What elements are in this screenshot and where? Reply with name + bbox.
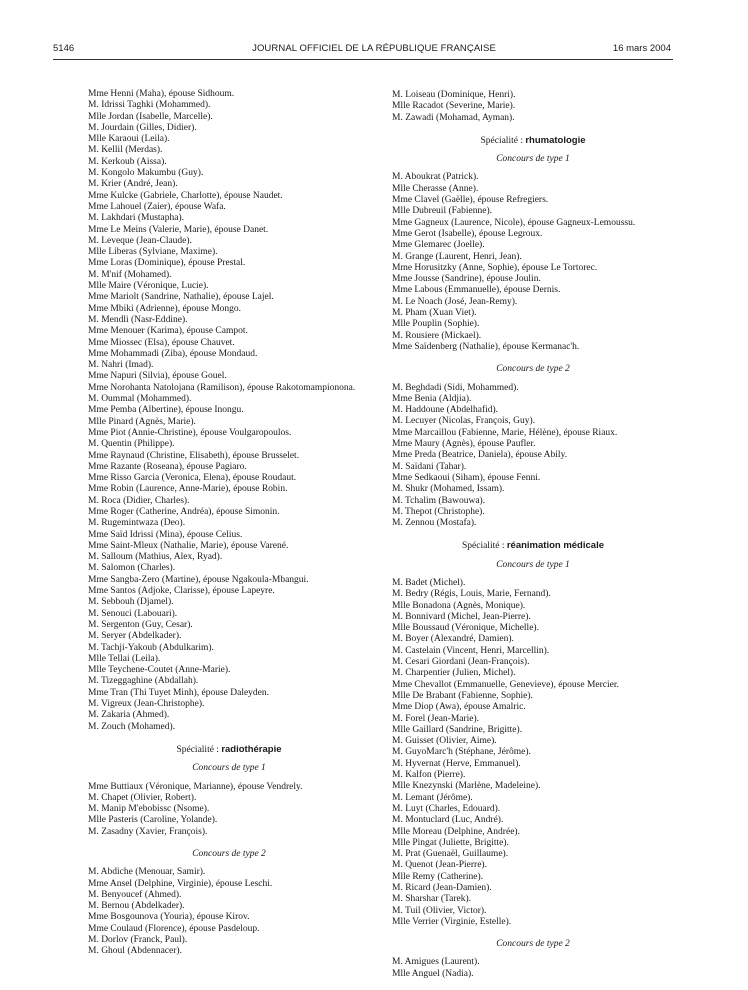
name-entry: M. M'nif (Mohamed). [88,269,172,280]
name-entry: Mme Buttiaux (Véronique, Marianne), épouse Vendrely. [88,781,303,792]
name-list [392,383,674,530]
name-entry: M. Kellil (Merdas). [88,145,163,156]
name-entry: Mme Risso Garcia (Veronica, Elena), épouse Roudaut. [88,473,297,484]
name-entry: Mme Saïdenberg (Nathalie), épouse Kermanac'h. [392,341,580,352]
right-column [392,90,674,980]
specialty-name: radiothérapie [221,743,282,755]
name-entry: M. Haddoune (Abdelhafid). [392,405,499,416]
name-entry: Mlle Pouplin (Sophie). [392,319,480,330]
name-entry: Mlle Cherasse (Anne). [392,183,479,194]
name-entry: Mme Tran (Thi Tuyet Minh), épouse Daleyden. [88,687,270,698]
name-entry: Mme Robin (Laurence, Anne-Marie), épouse Robin. [88,484,288,495]
name-entry: M. Kalfon (Pierre). [392,770,466,781]
name-entry: Mme Napuri (Silvia), épouse Gouel. [88,371,227,382]
page-header [0,42,748,56]
name-entry: M. Tachji-Yakoub (Abdulkarim). [88,642,214,653]
name-entry: M. Seryer (Abdelkader). [88,631,182,642]
name-entry: Mme Lahouel (Zaier), épouse Wafa. [88,201,226,212]
name-entry: M. Shukr (Mohamed, Issam). [392,484,505,495]
name-entry: Mlle Pingat (Juliette, Brigitte). [392,837,509,848]
name-entry: Mme Miossec (Elsa), épouse Chauvet. [88,337,235,348]
specialty-name: réanimation médicale [506,540,604,552]
specialty-heading [88,744,370,756]
concours-heading: Concours de type 2 [496,364,570,375]
name-entry: M. Le Noach (José, Jean-Remy). [392,296,518,307]
name-entry: M. Leveque (Jean-Claude). [88,235,192,246]
specialty-label: Spécialité : [176,744,219,755]
name-entry: Mlle Remy (Catherine). [392,871,484,882]
name-entry: M. Tchalim (Bawouwa). [392,495,486,506]
name-entry: M. Ricard (Jean-Damien). [392,883,492,893]
name-entry: M. Dorlov (Franck, Paul). [88,935,188,946]
name-entry: M. Hyvernat (Herve, Emmanuel). [392,758,521,769]
name-entry: Mme Maury (Agnès), épouse Paufler. [392,439,536,450]
name-entry: Mme Roger (Catherine, Andréa), épouse Simonin. [88,506,280,517]
name-list [392,90,674,124]
name-entry: M. Salomon (Charles). [88,563,176,574]
name-list [88,89,370,733]
name-entry: Mme Horusitzky (Anne, Sophie), épouse Le Tortorec. [392,262,598,273]
name-list [392,957,674,980]
name-entry: M. Nahri (Imad). [88,360,154,371]
name-entry: Mme Loras (Dominique), épouse Prestal. [88,258,246,269]
name-entry: Mme Mbiki (Adrienne), épouse Mongo. [88,303,242,314]
name-entry: M. Zakaria (Ahmed). [88,710,170,721]
name-entry: M. Lecuyer (Nicolas, François, Guy). [392,416,535,427]
name-entry: Mme Glemarec (Joelle). [392,240,485,251]
name-entry: M. Grange (Laurent, Henri, Jean). [392,251,522,262]
name-entry: Mme Preda (Beatrice, Daniela), épouse Abily. [392,450,568,461]
name-entry: Mlle Jordan (Isabelle, Marcelle). [88,111,213,122]
journal-title: JOURNAL OFFICIEL DE LA RÉPUBLIQUE FRANÇAISE [252,43,496,54]
name-entry: M. Mendli (Nasr-Eddine). [88,314,188,325]
name-entry: Mlle Pinard (Agnès, Marie). [88,416,196,427]
name-entry: M. Lakhdari (Mustapha). [88,213,185,224]
name-entry: M. Beghdadi (Sidi, Mohammed). [392,382,519,393]
name-entry: Mlle Verrier (Virginie, Estelle). [392,916,512,927]
name-entry: Mme Mariolt (Sandrine, Nathalie), épouse Lajel. [88,292,274,303]
name-entry: M. Sergenton (Guy, Cesar). [88,619,193,630]
concours-heading: Concours de type 2 [496,939,570,950]
name-list [88,867,370,957]
name-entry: Mlle Racadot (Severine, Marie). [392,101,516,112]
name-entry: M. Prat (Guenaël, Guillaume). [392,849,509,860]
name-entry: Mlle Dubreuil (Fabienne). [392,206,492,217]
name-entry: M. Sharshar (Tarek). [392,894,472,905]
name-entry: M. Zennou (Mostafa). [392,518,477,529]
name-entry: M. Quentin (Philippe). [88,439,175,450]
name-entry: M. Bedry (Régis, Louis, Marie, Fernand). [392,589,551,600]
name-entry: Mlle Teychene-Coutet (Anne-Marie). [88,665,231,676]
name-entry: Mme Ansel (Delphine, Virginie), épouse Leschi. [88,878,273,889]
name-entry: Mme Mohammadi (Ziba), épouse Mondaud. [88,348,258,359]
specialty-heading [392,540,674,552]
name-entry: Mme Piot (Annie-Christine), épouse Voulgaropoulos. [88,427,292,438]
name-entry: Mlle Liberas (Sylviane, Maxime). [88,247,218,258]
name-entry: M. Bernou (Abdelkader). [88,901,185,912]
name-entry: Mlle Bonadona (Agnès, Monique). [392,600,526,611]
name-entry: M. Kerkoub (Aissa). [88,156,167,167]
publication-date: 16 mars 2004 [612,43,671,54]
name-entry: Mme Benia (Aldjia). [392,393,472,404]
name-entry: Mme Jousse (Sandrine), épouse Joulin. [392,274,541,285]
name-entry: Mlle Pasteris (Caroline, Yolande). [88,815,218,826]
name-entry: M. Charpentier (Julien, Michel). [392,668,516,679]
concours-heading: Concours de type 1 [496,154,570,165]
name-entry: M. Tizeggaghine (Abdallah). [88,676,199,687]
name-entry: M. Chapet (Olivier, Robert). [88,792,197,803]
name-entry: M. Zasadny (Xavier, François). [88,826,208,837]
name-entry: M. Idrissi Taghki (Mohammed). [88,100,211,111]
name-entry: M. Montuclard (Luc, André). [392,815,504,826]
name-entry: Mme Pemba (Albertine), épouse Inongu. [88,405,244,416]
name-entry: M. Cesari Giordani (Jean-François). [392,657,530,668]
name-entry: M. Aboukrat (Patrick). [392,172,479,183]
name-entry: M. Vigreux (Jean-Christophe). [88,699,205,710]
name-entry: M. Lemant (Jérôme). [392,792,473,803]
name-entry: M. Loiseau (Dominique, Henri). [392,90,516,100]
name-entry: Mlle Boussaud (Véronique, Michelle). [392,623,539,634]
name-entry: Mme Kulcke (Gabriele, Charlotte), épouse Naudet. [88,190,283,201]
specialty-label: Spécialité : [480,135,523,146]
name-entry: M. Castelain (Vincent, Henri, Marcellin). [392,645,550,656]
name-list [88,782,370,838]
name-entry: M. Abdiche (Menouar, Samir). [88,867,206,878]
name-entry: M. Forel (Jean-Marie). [392,713,480,724]
name-entry: Mme Labous (Emmanuelle), épouse Dernis. [392,285,561,296]
name-entry: M. Manip M'ebobissc (Nsome). [88,804,210,815]
name-entry: Mme Raynaud (Christine, Elisabeth), épouse Brusselet. [88,450,300,461]
name-entry: Mlle Tellai (Leila). [88,653,161,664]
name-entry: Mme Henni (Maha), épouse Sidhoum. [88,89,235,99]
specialty-name: rhumatologie [525,134,586,146]
name-entry: M. Senouci (Labouari). [88,608,178,619]
name-entry: M. Bonnivard (Michel, Jean-Pierre). [392,611,531,622]
name-entry: Mme Razante (Roseana), épouse Pagiaro. [88,461,247,472]
name-entry: M. Thepot (Christophe). [392,506,485,517]
name-entry: Mme Norohanta Natolojana (Ramilison), épouse Rakotomampionona. [88,382,356,393]
name-entry: M. Badet (Michel). [392,577,466,588]
name-entry: M. Rugemintwaza (Deo). [88,518,186,529]
name-entry: M. GuyoMarc'h (Stéphane, Jérôme). [392,747,531,758]
name-entry: M. Oummal (Mohammed). [88,394,192,405]
name-entry: Mlle Knezynski (Marlène, Madeleine). [392,781,541,792]
name-entry: Mme Bosgounova (Youria), épouse Kirov. [88,912,250,923]
name-entry: M. Salloum (Mathius, Alex, Ryad). [88,552,223,563]
specialty-heading [392,135,674,147]
name-entry: M. Rousiere (Mickael). [392,330,482,341]
name-list [392,578,674,928]
name-entry: Mlle Anguel (Nadia). [392,968,474,979]
name-entry: Mlle Moreau (Delphine, Andrée). [392,826,520,837]
name-entry: Mme Gagneux (Laurence, Nicole), épouse Gagneux-Lemoussu. [392,217,636,228]
name-entry: M. Saïdani (Tahar). [392,461,467,472]
name-entry: M. Tuil (Olivier, Victor). [392,905,487,916]
name-entry: Mme Santos (Adjoke, Clarisse), épouse Lapeyre. [88,586,275,597]
name-entry: Mme Clavel (Gaëlle), épouse Refregiers. [392,195,549,206]
specialty-label: Spécialité : [461,541,505,552]
name-entry: M. Guisset (Olivier, Aime). [392,736,497,747]
concours-heading: Concours de type 1 [192,763,266,774]
concours-heading: Concours de type 2 [192,849,266,859]
name-entry: M. Ghoul (Abdennacer). [88,946,182,957]
name-entry: Mlle Gaillard (Sandrine, Brigitte). [392,724,523,735]
name-entry: Mme Marcaillou (Fabienne, Marie, Hélène), épouse Riaux. [392,427,618,438]
name-entry: M. Quenot (Jean-Pierre). [392,860,487,871]
name-entry: Mlle Karaoui (Leila). [88,134,170,145]
name-entry: M. Pham (Xuan Viet). [392,308,477,319]
name-entry: M. Benyoucef (Ahmed). [88,889,182,900]
name-entry: M. Amigues (Laurent). [392,957,480,968]
name-entry: M. Kongolo Makumbu (Guy). [88,168,204,179]
concours-heading: Concours de type 1 [496,559,570,570]
name-entry: Mme Diop (Awa), épouse Amalric. [392,702,526,713]
name-entry: Mme Gerot (Isabelle), épouse Legroux. [392,228,543,239]
name-entry: M. Jourdain (Gilles, Didier). [88,122,197,133]
page-number: 5146 [53,43,75,54]
name-entry: M. Zawadi (Mohamad, Ayman). [392,112,515,123]
name-entry: Mme Chevallot (Emmanuelle, Genevieve), épouse Mercier. [392,679,619,690]
name-entry: Mme Sangba-Zero (Martine), épouse Ngakoula-Mbangui. [88,574,309,585]
header-rule [53,59,673,60]
name-entry: Mme Saïd Idrissi (Mina), épouse Celius. [88,529,243,540]
name-entry: M. Boyer (Alexandré, Damien). [392,634,514,645]
name-entry: Mme Saint-Mleux (Nathalie, Marie), épouse Varené. [88,540,289,551]
name-entry: Mme Coulaud (Florence), épouse Pasdeloup. [88,923,260,934]
name-entry: Mme Sedkaoui (Siham), épouse Fenni. [392,472,541,483]
name-list [392,172,674,353]
name-entry: M. Sebbouh (Djamel). [88,597,174,608]
name-entry: Mme Le Meins (Valerie, Marie), épouse Danet. [88,224,269,235]
name-entry: Mlle Maire (Véronique, Lucie). [88,281,209,292]
name-entry: M. Roca (Didier, Charles). [88,495,190,506]
name-entry: M. Zouch (Mohamed). [88,721,176,732]
name-entry: Mlle De Brabant (Fabienne, Sophie). [392,690,533,701]
name-entry: M. Luyt (Charles, Edouard). [392,803,501,814]
left-column [88,89,370,958]
name-entry: M. Krier (André, Jean). [88,179,178,190]
name-entry: Mme Menouer (Karima), épouse Campot. [88,326,248,337]
